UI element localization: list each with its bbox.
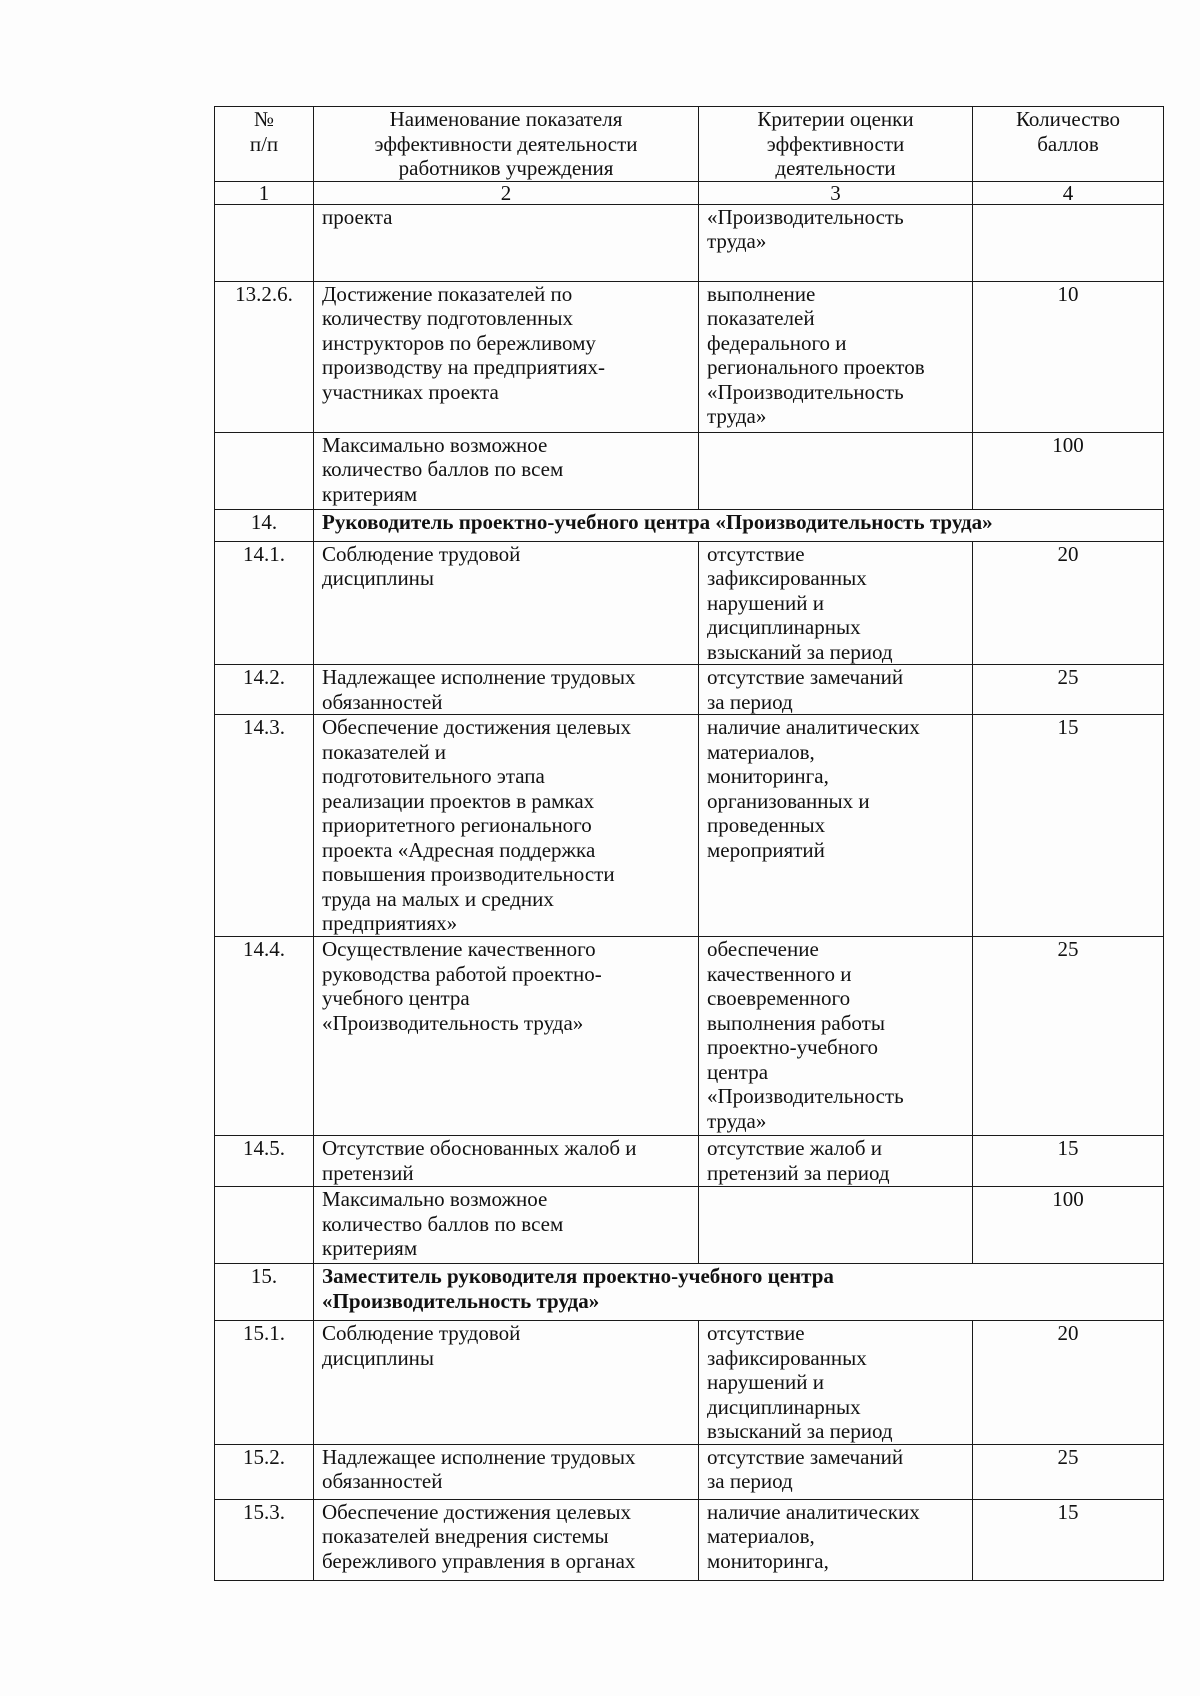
section-row	[215, 509, 1164, 541]
row-number	[215, 204, 314, 281]
points-total: 100	[973, 432, 1164, 509]
header-criteria: Критерии оценки эффективности деятельности	[699, 107, 973, 182]
points-value: 25	[973, 1444, 1164, 1499]
indicator-name: Соблюдение трудовой дисциплины	[314, 541, 699, 665]
indicator-name: Достижение показателей по количеству подготовленных инструкторов по бережливому производству на предприятиях- участниках проекта	[314, 281, 699, 432]
total-row	[215, 1187, 1164, 1264]
row-number: 13.2.6.	[215, 281, 314, 432]
table-row	[215, 665, 1164, 715]
criteria-text: отсутствие замечаний за период	[699, 1444, 973, 1499]
criteria-text	[699, 1187, 973, 1264]
row-number: 14.5.	[215, 1136, 314, 1187]
points-value: 25	[973, 665, 1164, 715]
table-row	[215, 1136, 1164, 1187]
column-number: 3	[699, 181, 973, 204]
points-total: 100	[973, 1187, 1164, 1264]
row-number: 15.2.	[215, 1444, 314, 1499]
indicator-name: Обеспечение достижения целевых показателей и подготовительного этапа реализации проектов в рамках приоритетного регионального проекта «Адресная поддержка повышения производительности труда на малых и средних предприятиях»	[314, 715, 699, 937]
points-value: 25	[973, 937, 1164, 1136]
criteria-text: обеспечение качественного и своевременного выполнения работы проектно-учебного центра «Производительность труда»	[699, 937, 973, 1136]
indicator-name: Осуществление качественного руководства работой проектно- учебного центра «Производительность труда»	[314, 937, 699, 1136]
indicator-name: Отсутствие обоснованных жалоб и претензий	[314, 1136, 699, 1187]
points-value: 10	[973, 281, 1164, 432]
points-value: 20	[973, 1321, 1164, 1445]
header-indicator-name: Наименование показателя эффективности деятельности работников учреждения	[314, 107, 699, 182]
row-number	[215, 1187, 314, 1264]
table-row	[215, 1444, 1164, 1499]
section-title: Заместитель руководителя проектно-учебного центра «Производительность труда»	[314, 1264, 1164, 1321]
table-row	[215, 715, 1164, 937]
criteria-text: отсутствие замечаний за период	[699, 665, 973, 715]
criteria-text: отсутствие жалоб и претензий за период	[699, 1136, 973, 1187]
criteria-table	[214, 106, 1164, 1581]
row-number: 14.1.	[215, 541, 314, 665]
section-title: Руководитель проектно-учебного центра «Производительность труда»	[314, 509, 1164, 541]
total-row	[215, 432, 1164, 509]
column-number: 1	[215, 181, 314, 204]
criteria-text: наличие аналитических материалов, мониторинга, организованных и проведенных мероприятий	[699, 715, 973, 937]
criteria-text	[699, 432, 973, 509]
section-row	[215, 1264, 1164, 1321]
column-number: 2	[314, 181, 699, 204]
table-row	[215, 541, 1164, 665]
table-header-row	[215, 107, 1164, 182]
table-row	[215, 204, 1164, 281]
indicator-name: Надлежащее исполнение трудовых обязанностей	[314, 665, 699, 715]
row-number: 14.4.	[215, 937, 314, 1136]
points-value: 15	[973, 715, 1164, 937]
section-number: 14.	[215, 509, 314, 541]
points-value: 15	[973, 1499, 1164, 1580]
indicator-name: Максимально возможное количество баллов по всем критериям	[314, 1187, 699, 1264]
criteria-text: отсутствие зафиксированных нарушений и дисциплинарных взысканий за период	[699, 541, 973, 665]
criteria-text: отсутствие зафиксированных нарушений и дисциплинарных взысканий за период	[699, 1321, 973, 1445]
criteria-text: «Производительность труда»	[699, 204, 973, 281]
points-value	[973, 204, 1164, 281]
row-number: 14.3.	[215, 715, 314, 937]
row-number	[215, 432, 314, 509]
indicator-name: Максимально возможное количество баллов по всем критериям	[314, 432, 699, 509]
table-row	[215, 1321, 1164, 1445]
row-number: 15.1.	[215, 1321, 314, 1445]
points-value: 15	[973, 1136, 1164, 1187]
section-number: 15.	[215, 1264, 314, 1321]
header-number: № п/п	[215, 107, 314, 182]
criteria-text: наличие аналитических материалов, мониторинга,	[699, 1499, 973, 1580]
points-value: 20	[973, 541, 1164, 665]
indicator-name: Обеспечение достижения целевых показателей внедрения системы бережливого управления в органах	[314, 1499, 699, 1580]
table-row	[215, 937, 1164, 1136]
row-number: 15.3.	[215, 1499, 314, 1580]
table-row	[215, 1499, 1164, 1580]
criteria-text: выполнение показателей федерального и регионального проектов «Производительность труда»	[699, 281, 973, 432]
indicator-name: Соблюдение трудовой дисциплины	[314, 1321, 699, 1445]
column-number: 4	[973, 181, 1164, 204]
table-row	[215, 281, 1164, 432]
column-number-row	[215, 181, 1164, 204]
header-points: Количество баллов	[973, 107, 1164, 182]
row-number: 14.2.	[215, 665, 314, 715]
indicator-name: Надлежащее исполнение трудовых обязанностей	[314, 1444, 699, 1499]
indicator-name: проекта	[314, 204, 699, 281]
